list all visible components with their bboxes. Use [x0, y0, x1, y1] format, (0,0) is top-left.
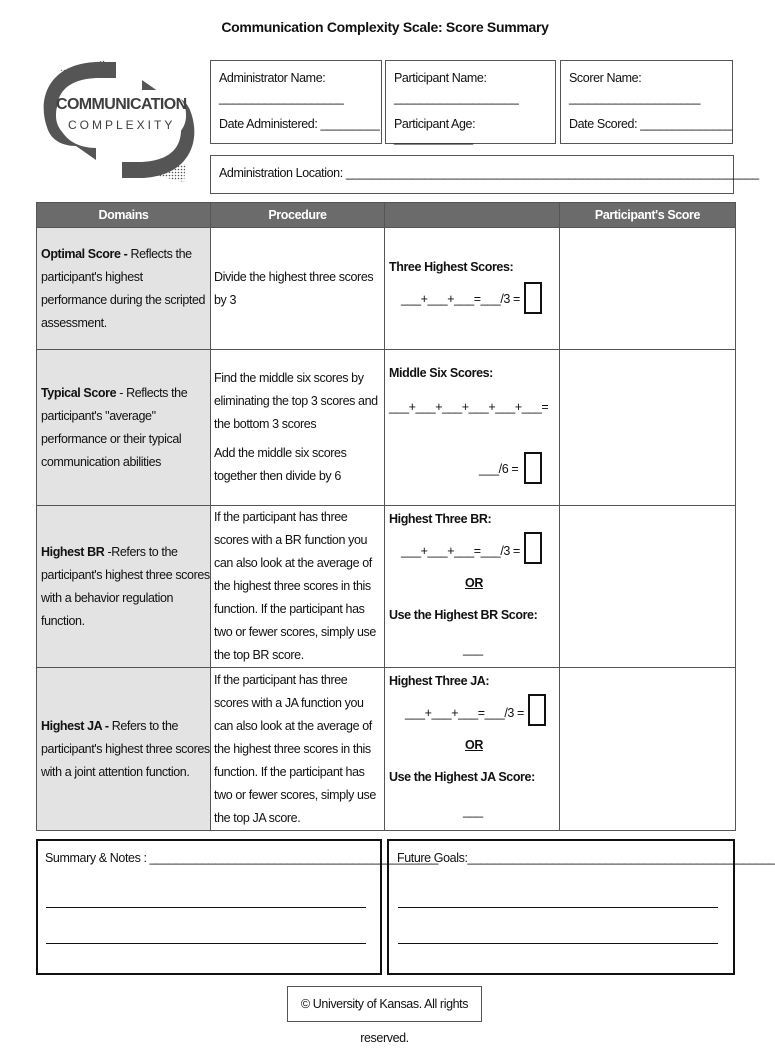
date-scored-field[interactable]: Date Scored: ______________	[569, 117, 732, 131]
scorer-name-label: Scorer Name:	[569, 71, 642, 85]
procedure-cell	[211, 350, 385, 506]
participant-score-cell[interactable]	[560, 668, 736, 831]
or-label: OR	[465, 738, 483, 752]
calc-formula-divide: ___/6 =	[479, 462, 519, 476]
calc-title: Middle Six Scores:	[389, 366, 493, 380]
procedure-text: Divide the highest three scores by 3	[214, 269, 374, 307]
calculation-cell	[385, 228, 560, 350]
date-administered-field[interactable]: Date Administered: _________	[219, 117, 380, 131]
domain-description: -Refers to the participant's highest three scores with a behavior regulation function.	[41, 544, 210, 628]
participant-name-field[interactable]: ___________________	[394, 91, 519, 105]
procedure-cell	[211, 228, 385, 350]
domain-cell	[37, 350, 211, 506]
score-table	[36, 202, 736, 831]
score-box[interactable]	[524, 532, 542, 564]
procedure-cell	[211, 668, 385, 831]
administration-location-field[interactable]: Administration Location: _______________________________________________________________	[219, 166, 759, 180]
domain-description: Reflects the participant's highest performance during the scripted assessment.	[41, 246, 206, 330]
calculation-cell	[385, 506, 560, 668]
location-box	[210, 155, 759, 194]
participant-name-label: Participant Name:	[394, 71, 487, 85]
calc-title: Highest Three JA:	[389, 674, 490, 688]
participant-score-cell[interactable]	[560, 228, 736, 350]
future-goals-box[interactable]	[387, 839, 775, 975]
calc-formula: ___+___+___=___/3 =	[401, 544, 520, 558]
page-title: Communication Complexity Scale: Score Summary	[221, 19, 549, 35]
domain-title: Highest JA -	[41, 718, 109, 733]
score-box[interactable]	[528, 694, 546, 726]
calc-title: Three Highest Scores:	[389, 260, 514, 274]
procedure-text: If the participant has three scores with a JA function you can also look at the average of the highest three scores in this function. If the participant has two or fewer scores, simply use the top JA score.	[214, 672, 376, 825]
summary-notes-label: Summary & Notes : ____________________________________________	[45, 851, 438, 865]
alt-title: Use the Highest BR Score:	[389, 608, 538, 622]
scorer-name-field[interactable]: ____________________	[569, 91, 701, 105]
table-row-highest-ja	[37, 668, 736, 831]
table-row-highest-br	[37, 506, 736, 668]
table-row-optimal	[37, 228, 736, 350]
procedure-text-2: Add the middle six scores together then divide by 6	[214, 446, 347, 483]
copyright-footer: © University of Kansas. All rights reserved.	[287, 986, 482, 1022]
participant-score-cell[interactable]	[560, 506, 736, 668]
score-box[interactable]	[524, 282, 542, 314]
calc-title: Highest Three BR:	[389, 512, 492, 526]
domain-cell	[37, 228, 211, 350]
alt-score-blank[interactable]: ___	[463, 804, 483, 818]
participant-score-cell[interactable]	[560, 350, 736, 506]
domain-cell	[37, 668, 211, 831]
procedure-cell	[211, 506, 385, 668]
participant-box	[385, 60, 556, 144]
admin-name-field[interactable]: ___________________	[219, 91, 344, 105]
calc-formula: ___+___+___=___/3 =	[405, 706, 524, 720]
logo-text-line1: COMMUNICATION	[56, 96, 187, 113]
future-goals-label: Future Goals:_______________________________________________	[397, 851, 775, 865]
domain-description: - Reflects the participant's "average" performance or their typical communication abilities	[41, 385, 188, 469]
calculation-cell	[385, 668, 560, 831]
communication-complexity-logo	[36, 60, 202, 184]
alt-title: Use the Highest JA Score:	[389, 770, 535, 784]
header-procedure: Procedure	[211, 203, 385, 228]
goals-line	[398, 907, 718, 908]
administrator-box	[210, 60, 382, 144]
score-box[interactable]	[524, 452, 542, 484]
logo-text-line2: COMPLEXITY	[68, 118, 176, 132]
summary-notes-box[interactable]	[36, 839, 438, 975]
calc-formula: ___+___+___=___/3 =	[401, 292, 520, 306]
domain-title: Highest BR	[41, 544, 105, 559]
or-label: OR	[465, 576, 483, 590]
domain-description: Refers to the participant's highest three scores with a joint attention function.	[41, 718, 210, 779]
header-calculation	[385, 203, 560, 228]
header-participant-score: Participant's Score	[560, 203, 736, 228]
notes-line	[46, 943, 366, 944]
procedure-text: Find the middle six scores by eliminating the top 3 scores and the bottom 3 scores	[214, 371, 378, 431]
calculation-cell	[385, 350, 560, 506]
domain-cell	[37, 506, 211, 668]
table-header-row	[37, 203, 736, 228]
scorer-box	[560, 60, 733, 144]
goals-line	[398, 943, 718, 944]
alt-score-blank[interactable]: ___	[463, 642, 483, 656]
table-row-typical	[37, 350, 736, 506]
admin-name-label: Administrator Name:	[219, 71, 326, 85]
domain-title: Typical Score	[41, 385, 117, 400]
domain-title: Optimal Score -	[41, 246, 128, 261]
procedure-text: If the participant has three scores with a BR function you can also look at the average of the highest three scores in this function. If the participant has two or fewer scores, simply use the top BR score.	[214, 510, 376, 662]
notes-line	[46, 907, 366, 908]
participant-age-field[interactable]: Participant Age: ____________	[394, 117, 476, 145]
header-domains: Domains	[37, 203, 211, 228]
calc-formula: ___+___+___+___+___+___=	[389, 400, 549, 414]
